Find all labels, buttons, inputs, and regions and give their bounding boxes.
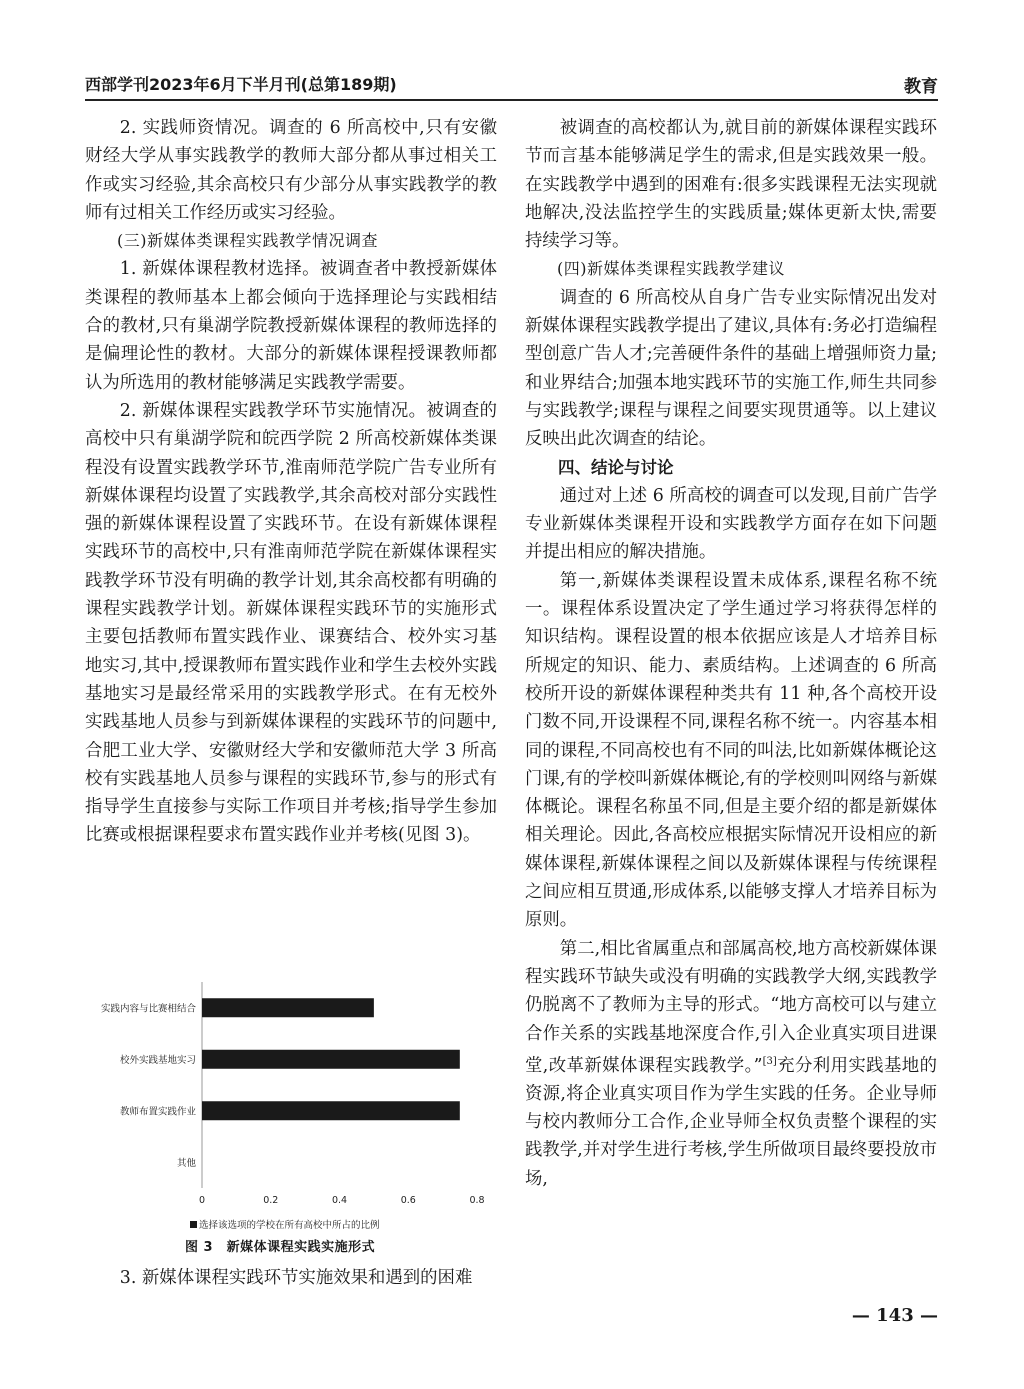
citation-marker: [3] [762,1055,777,1067]
category-label: 教师布置实践作业 [119,1106,196,1118]
left-column-continued [85,1264,497,1292]
chart-legend [190,1217,380,1231]
paragraph: 3. 新媒体课程实践环节实施效果和遇到的困难 [119,1268,473,1288]
figure-3 [85,972,497,1270]
category-label: 实践内容与比赛相结合 [100,1003,196,1015]
bar [202,1050,460,1069]
paragraph: 1. 新媒体课程教材选择。被调查者中教授新媒体类课程的教师基本上都会倾向于选择理论与实践相结合的教材,只有巢湖学院教授新媒体课程的教师选择的是偏理论性的教材。大部分的新媒体课程授课教师都认为所选用的教材能够满足实践教学需要。 [85,259,497,393]
category-label: 其他 [176,1157,196,1169]
running-header [85,70,938,100]
x-tick-label: 0.6 [400,1195,416,1206]
paragraph-with-citation [525,935,937,1193]
left-column [85,114,497,850]
header-rule [85,99,938,101]
category-label: 校外实践基地实习 [119,1054,196,1066]
figure-caption: 图 3 新媒体课程实践实施形式 [185,1240,376,1255]
paragraph: 第一,新媒体类课程设置未成体系,课程名称不统一。课程体系设置决定了学生通过学习将获得怎样的知识结构。课程设置的根本依据应该是人才培养目标所规定的知识、能力、素质结构。上述调查的 6 所高校所开设的新媒体课程种类共有 11 种,各个高校开设门数不同,开设课程不同,课程名称不统一。内容基本相同的课程,不同高校也有不同的叫法,比如新媒体概论这门课,有的学校叫新媒体概论,有的学校则叫网络与新媒体概论。课程名称虽不同,但是主要介绍的都是新媒体相关理论。因此,各高校应根据实际情况开设相应的新媒体课程,新媒体课程之间以及新媒体课程与传统课程之间应相互贯通,形成体系,以能够支撑人才培养目标为原则。 [525,570,937,931]
paragraph: 调查的 6 所高校从自身广告专业实际情况出发对新媒体课程实践教学提出了建议,具体有:务必打造编程型创意广告人才;完善硬件条件的基础上增强师资力量;和业界结合;加强本地实践环节的实施工作,师生共同参与实践教学;课程与课程之间要实现贯通等。以上建议反映出此次调查的结论。 [525,287,937,450]
paragraph: 被调查的高校都认为,就目前的新媒体课程实践环节而言基本能够满足学生的需求,但是实践效果一般。在实践教学中遇到的困难有:很多实践课程无法实现就地解决,没法监控学生的实践质量;媒体更新太快,需要持续学习等。 [525,118,937,252]
paragraph-text: 充分利用实践基地的资源,将企业真实项目作为学生实践的任务。企业导师与校内教师分工合作,企业导师全权负责整个课程的实践教学,并对学生进行考核,学生所做项目最终要投放市场, [525,1055,937,1189]
journal-title: 西部学刊2023年6月下半月刊(总第189期) [85,75,397,94]
bar [202,998,374,1017]
section-heading: 四、结论与讨论 [558,457,674,477]
x-tick-label: 0 [198,1195,206,1206]
x-tick-label: 0.8 [469,1195,485,1206]
subsection-title: (三)新媒体类课程实践教学情况调查 [117,231,378,251]
legend-label: 选择该选项的学校在所有高校中所占的比例 [199,1220,380,1231]
x-tick-label: 0.2 [263,1195,279,1206]
paragraph: 2. 实践师资情况。调查的 6 所高校中,只有安徽财经大学从事实践教学的教师大部分都从事过相关工作或实习经验,其余高校只有少部分从事实践教学的教师有过相关工作经历或实习经验。 [85,118,497,223]
x-tick-label: 0.4 [331,1195,348,1206]
bar [202,1101,460,1120]
bar-chart [85,972,497,1234]
legend-swatch [190,1221,197,1228]
section-label: 教育 [904,77,938,97]
right-column [525,114,937,1193]
paragraph-text: 第二,相比省属重点和部属高校,地方高校新媒体课程实践环节缺失或没有明确的实践教学大纲,实践教学仍脱离不了教师为主导的形式。“地方高校可以与建立合作关系的实践基地深度合作,引入企业真实项目进课堂,改革新媒体课程实践教学。” [525,938,937,1076]
paragraph: 通过对上述 6 所高校的调查可以发现,目前广告学专业新媒体类课程开设和实践教学方面存在如下问题并提出相应的解决措施。 [525,485,937,563]
paragraph: 2. 新媒体课程实践教学环节实施情况。被调查的高校中只有巢湖学院和皖西学院 2 所高校新媒体类课程没有设置实践教学环节,淮南师范学院广告专业所有新媒体课程均设置了实践教学,其余高校对部分实践性强的新媒体课程设置了实践环节。在设有新媒体课程实践环节的高校中,只有淮南师范学院在新媒体课程实践教学环节没有明确的教学计划,其余高校都有明确的课程实践教学计划。新媒体课程实践环节的实施形式主要包括教师布置实践作业、课赛结合、校外实习基地实习,其中,授课教师布置实践作业和学生去校外实践基地实习是最经常采用的实践教学形式。在有无校外实践基地人员参与到新媒体课程的实践环节的问题中,合肥工业大学、安徽财经大学和安徽师范大学 3 所高校有实践基地人员参与课程的实践环节,参与的形式有指导学生直接参与实际工作项目并考核;指导学生参加比赛或根据课程要求布置实践作业并考核(见图 3)。 [85,400,497,846]
page-number: — 143 — [851,1305,938,1326]
subsection-title: (四)新媒体类课程实践教学建议 [557,259,785,279]
